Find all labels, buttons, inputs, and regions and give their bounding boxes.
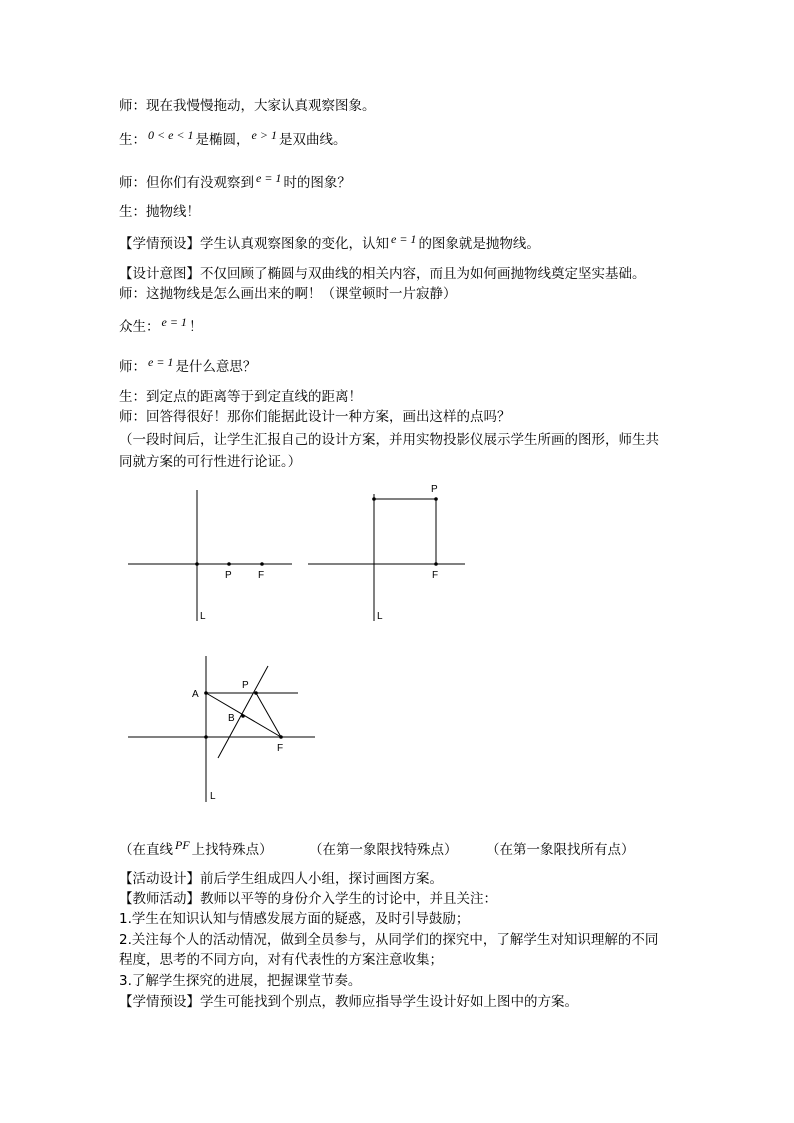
- figure-special-points-on-pf: [120, 485, 300, 625]
- math-inequality: 0 < e < 1: [148, 128, 194, 142]
- label-b: B: [228, 713, 235, 724]
- line-text: ！: [188, 319, 203, 335]
- line-text: 【学情预设】学生认真观察图象的变化，认知: [119, 236, 389, 252]
- text-line: [119, 128, 347, 149]
- line-text: 【教师活动】教师以平等的身份介入学生的讨论中，并且关注：: [119, 891, 497, 907]
- figure-all-points-first-quadrant: [120, 648, 330, 808]
- point-b: [241, 714, 245, 718]
- origin-point: [204, 735, 208, 739]
- line-text: 是什么意思？: [175, 359, 257, 375]
- line-text: 1.学生在知识认知与情感发展方面的疑惑，及时引导鼓励；: [119, 911, 470, 927]
- point-p: [434, 497, 438, 501]
- text-line: [119, 910, 469, 928]
- point-p: [227, 562, 231, 566]
- label-f: F: [432, 570, 439, 581]
- math-segment-pf: PF: [175, 838, 190, 852]
- line-text: 2.关注每个人的活动情况，做到全员参与，从同学们的探究中，了解学生对知识理解的不同: [119, 932, 659, 948]
- text-line: [119, 408, 511, 426]
- line-text: 师：回答得很好！那你们能据此设计一种方案，画出这样的点吗？: [119, 409, 511, 425]
- caption-text: （在第一象限找特殊点）: [309, 842, 458, 858]
- line-text: （一段时间后，让学生汇报自己的设计方案，并用实物投影仪展示学生所画的图形，师生共: [119, 432, 659, 448]
- line-text: 的图象就是抛物线。: [418, 236, 540, 252]
- text-line: [119, 355, 257, 376]
- text-line: [119, 951, 443, 969]
- text-line: [119, 97, 376, 115]
- point-f: [279, 735, 283, 739]
- line-text: 师：: [119, 359, 146, 375]
- math-equation: e = 1: [161, 315, 187, 329]
- line-text: 师：现在我慢慢拖动，大家认真观察图象。: [119, 98, 376, 114]
- segment-pf: [256, 693, 281, 737]
- line-text: 【学情预设】学生可能找到个别点，教师应指导学生设计好如上图中的方案。: [119, 994, 578, 1010]
- line-text: 生：: [119, 132, 146, 148]
- line-text: 是双曲线。: [278, 132, 347, 148]
- label-f: F: [258, 570, 265, 581]
- text-line: [119, 890, 497, 908]
- figure-special-point-first-quadrant: [300, 480, 470, 625]
- label-a: A: [192, 689, 199, 700]
- label-p: P: [225, 570, 232, 581]
- line-text: 【设计意图】不仅回顾了椭圆与双曲线的相关内容，而且为如何画抛物线奠定坚实基础。: [119, 266, 646, 282]
- text-line: [119, 232, 540, 253]
- line-text: 同就方案的可行性进行论证。）: [119, 454, 302, 470]
- foot-point: [372, 497, 376, 501]
- math-equation: e = 1: [391, 232, 417, 246]
- text-line: [119, 870, 443, 888]
- caption-text: （在第一象限找所有点）: [486, 842, 635, 858]
- line-text: 生：抛物线！: [119, 204, 200, 220]
- text-line: [119, 388, 362, 406]
- text-line: [119, 171, 351, 192]
- label-p: P: [242, 680, 249, 691]
- line-text: 3.了解学生探究的进展，把握课堂节奏。: [119, 973, 362, 989]
- text-line: [119, 972, 361, 990]
- point-a: [204, 691, 208, 695]
- text-line: [119, 285, 457, 303]
- point-f: [434, 562, 438, 566]
- text-line: [119, 203, 200, 221]
- text-line: [119, 453, 301, 471]
- text-line: [119, 931, 658, 949]
- math-inequality: e > 1: [251, 128, 277, 142]
- line-text: 众生：: [119, 319, 160, 335]
- line-text: 师：这抛物线是怎么画出来的啊！（课堂顿时一片寂静）: [119, 286, 457, 302]
- line-text: 生：到定点的距离等于到定直线的距离！: [119, 389, 362, 405]
- label-l: L: [377, 611, 383, 622]
- line-text: 时的图象？: [283, 175, 351, 191]
- line-text: 程度，思考的不同方向，对有代表性的方案注意收集；: [119, 952, 443, 968]
- caption-figure-1: [119, 838, 273, 858]
- line-text: 是椭圆，: [195, 132, 250, 148]
- label-l: L: [200, 611, 206, 622]
- label-p: P: [431, 484, 438, 495]
- caption-text: 上找特殊点）: [191, 842, 273, 858]
- point-p: [254, 691, 258, 695]
- label-l: L: [210, 791, 216, 802]
- text-line: [119, 431, 659, 449]
- line-text: 【活动设计】前后学生组成四人小组，探讨画图方案。: [119, 871, 443, 887]
- caption-text: （在直线: [119, 842, 173, 858]
- text-line: [119, 315, 203, 336]
- line-text: 师：但你们有没观察到: [119, 175, 254, 191]
- label-f: F: [277, 743, 284, 754]
- caption-figure-2: [309, 838, 458, 858]
- origin-point: [195, 562, 199, 566]
- caption-figure-3: [486, 838, 635, 858]
- text-line: [119, 265, 646, 283]
- math-equation: e = 1: [148, 355, 174, 369]
- math-equation: e = 1: [256, 171, 282, 185]
- point-f: [260, 562, 264, 566]
- text-line: [119, 993, 578, 1011]
